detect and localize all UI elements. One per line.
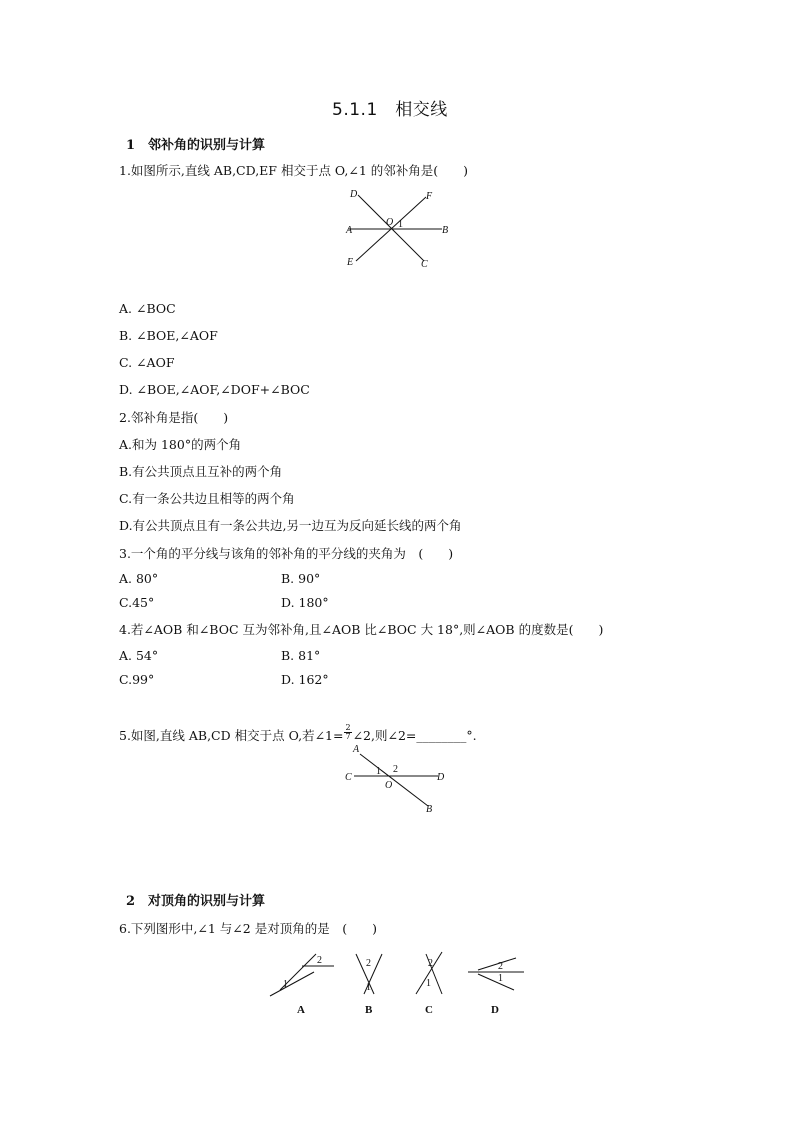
question-3-text: 3.一个角的平分线与该角的邻补角的平分线的夹角为 ( ): [119, 546, 454, 561]
question-2-text: 2.邻补角是指( ): [119, 410, 229, 425]
question-1-text: 1.如图所示,直线 AB,CD,EF 相交于点 O,∠1 的邻补角是( ): [119, 163, 469, 178]
line-dc: [358, 195, 424, 261]
label-angle-2: 2: [366, 958, 371, 969]
q1-option-d: D. ∠BOE,∠AOF,∠DOF+∠BOC: [119, 382, 310, 397]
q3-option-d: D. 180°: [281, 595, 329, 610]
q4-option-a: A. 54°: [119, 648, 159, 663]
label-o: O: [386, 217, 394, 228]
label-f: F: [426, 191, 433, 202]
label-e: E: [347, 257, 354, 268]
label-angle-1: 1: [398, 219, 403, 230]
q2-option-c: C.有一条公共边且相等的两个角: [119, 491, 295, 506]
label-angle-1: 1: [498, 973, 503, 984]
q6-figure-a: [268, 950, 336, 1022]
question-6-text: 6.下列图形中,∠1 与∠2 是对顶角的是 ( ): [119, 921, 377, 936]
q6-figure-b: [350, 950, 390, 1022]
question-1-figure: [340, 185, 460, 270]
q2-option-b: B.有公共顶点且互补的两个角: [119, 464, 283, 479]
q3-option-b: B. 90°: [281, 571, 321, 586]
line: [356, 954, 374, 994]
label-a: A: [346, 225, 353, 236]
q2-option-d: D.有公共顶点且有一条公共边,另一边互为反向延长线的两个角: [119, 518, 462, 533]
q3-option-a: A. 80°: [119, 571, 159, 586]
section-heading-1: 1 邻补角的识别与计算: [126, 138, 266, 153]
label-angle-1: 1: [366, 982, 371, 993]
option-label: D: [491, 1004, 499, 1016]
label-d: D: [437, 772, 445, 783]
label-angle-1: 1: [376, 766, 381, 777]
label-angle-2: 2: [317, 955, 322, 966]
q1-option-c: C. ∠AOF: [119, 355, 175, 370]
question-5-text-before: 5.如图,直线 AB,CD 相交于点 O,若∠1=: [119, 728, 344, 743]
fraction: [344, 724, 351, 741]
q4-option-d: D. 162°: [281, 672, 329, 687]
line-ab: [360, 754, 428, 806]
line: [478, 974, 514, 990]
question-5-figure: [340, 742, 460, 820]
label-angle-2: 2: [393, 764, 398, 775]
q6-figure-d: [464, 950, 528, 1022]
line: [270, 972, 314, 996]
label-angle-1: 1: [283, 979, 288, 990]
label-angle-2: 2: [498, 961, 503, 972]
fraction-numerator: 2: [345, 723, 351, 732]
label-b: B: [426, 804, 433, 815]
q4-option-b: B. 81°: [281, 648, 321, 663]
question-4-text: 4.若∠AOB 和∠BOC 互为邻补角,且∠AOB 比∠BOC 大 18°,则∠AOB 的度数是( ): [119, 622, 604, 637]
label-o: O: [385, 780, 393, 791]
label-b: B: [442, 225, 449, 236]
label-a: A: [353, 744, 360, 755]
question-5-text-after: ∠2,则∠2=________°.: [352, 728, 477, 743]
fraction-denominator: 7: [345, 732, 351, 741]
q1-option-a: A. ∠BOC: [119, 301, 176, 316]
label-d: D: [350, 189, 358, 200]
q1-option-b: B. ∠BOE,∠AOF: [119, 328, 218, 343]
label-c: C: [345, 772, 352, 783]
q6-figure-c: [410, 950, 450, 1022]
option-label: C: [425, 1004, 433, 1016]
option-label: A: [297, 1004, 305, 1016]
option-label: B: [365, 1004, 373, 1016]
label-angle-1: 1: [426, 978, 431, 989]
q3-option-c: C.45°: [119, 595, 155, 610]
label-c: C: [421, 259, 428, 270]
page-title: 5.1.1 相交线: [332, 100, 448, 120]
label-angle-2: 2: [428, 958, 433, 969]
q4-option-c: C.99°: [119, 672, 155, 687]
section-heading-2: 2 对顶角的识别与计算: [126, 894, 266, 909]
line: [478, 958, 516, 970]
q2-option-a: A.和为 180°的两个角: [119, 437, 242, 452]
